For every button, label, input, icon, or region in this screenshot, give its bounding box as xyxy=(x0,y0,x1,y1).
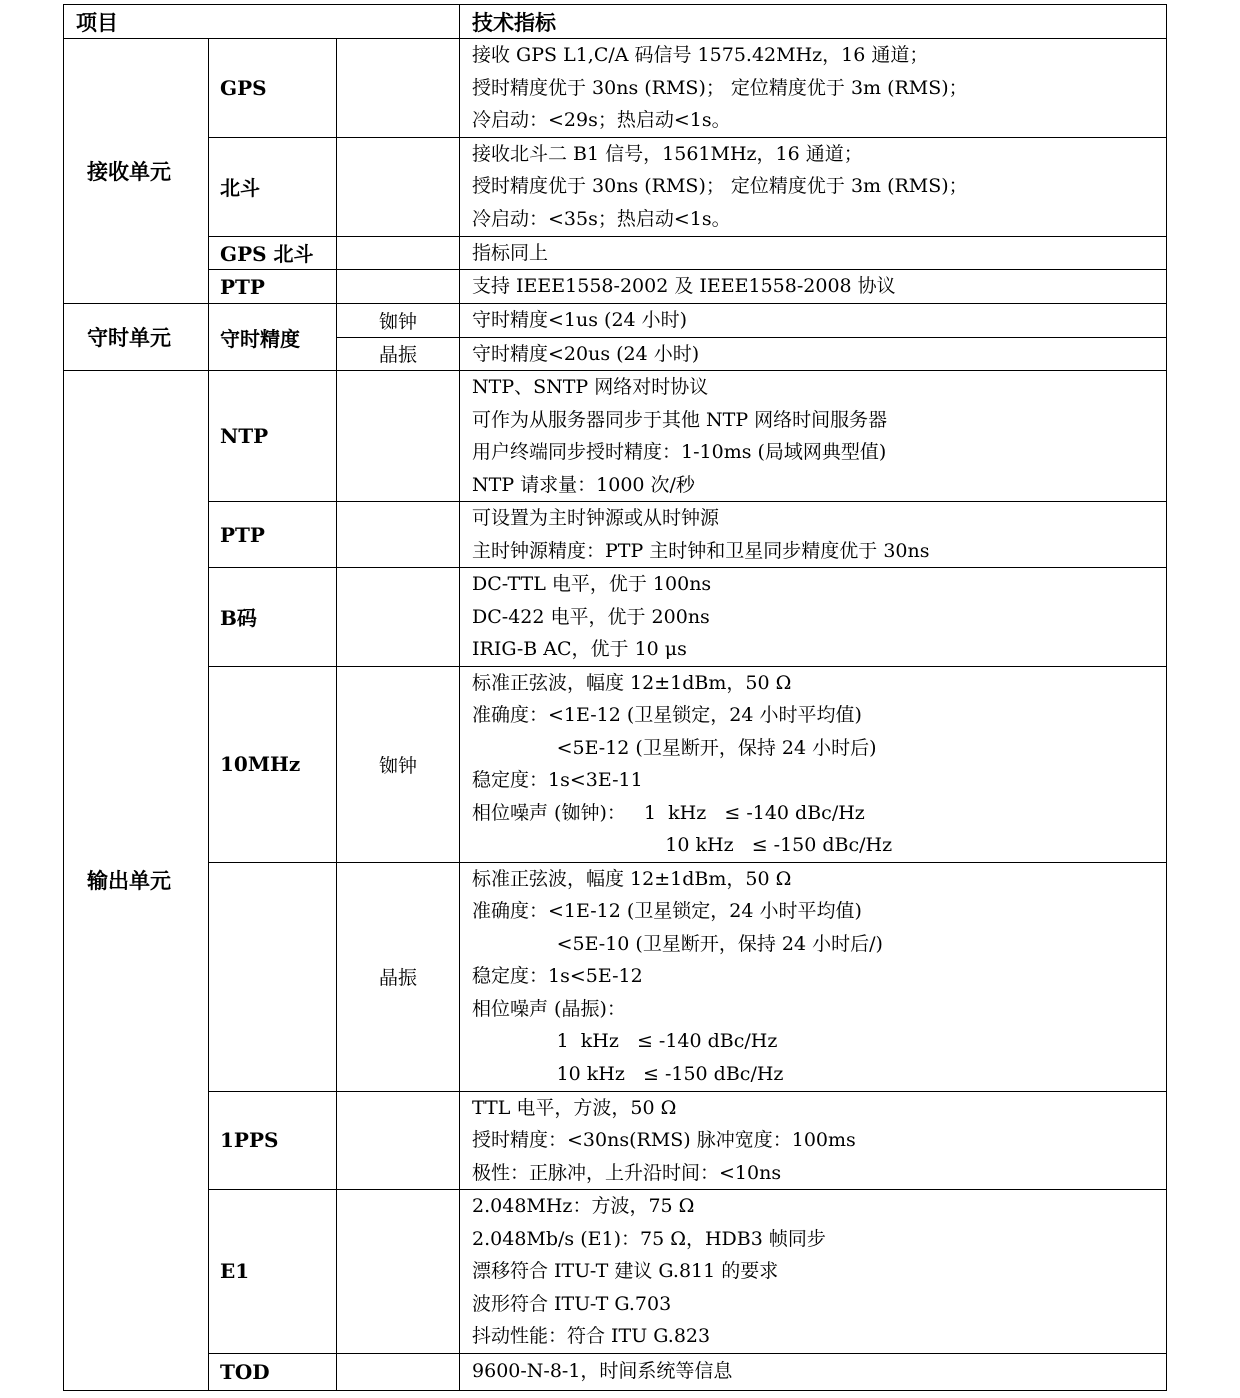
spec-line: <5E-10 (卫星断开，保持 24 小时后/) xyxy=(472,932,883,955)
sub-empty xyxy=(337,371,460,502)
spec-line: NTP、SNTP 网络对时协议 xyxy=(472,376,709,398)
item-output-ptp: PTP xyxy=(209,502,337,568)
spec-line: 稳定度：1s<3E-11 xyxy=(472,769,643,791)
specs-ntp xyxy=(460,371,1167,502)
sub-empty xyxy=(337,1353,460,1390)
spec-line: 接收 GPS L1,C/A 码信号 1575.42MHz，16 通道； xyxy=(472,44,929,66)
specs-gps-beidou xyxy=(460,236,1167,270)
spec-line: 标准正弦波，幅度 12±1dBm，50 Ω xyxy=(472,867,792,890)
item-bcode: B码 xyxy=(209,568,337,667)
specs-tod xyxy=(460,1353,1167,1390)
item-beidou: 北斗 xyxy=(209,137,337,236)
table-row xyxy=(64,236,1167,270)
spec-line: 准确度：<1E-12 (卫星锁定，24 小时平均值) xyxy=(472,900,862,923)
sub-crystal: 晶振 xyxy=(337,337,460,371)
table-row xyxy=(64,568,1167,667)
item-1pps: 1PPS xyxy=(209,1091,337,1190)
group-hold: 守时单元 xyxy=(64,304,209,371)
spec-line: 守时精度<20us (24 小时) xyxy=(472,342,700,365)
spec-line: 9600-N-8-1，时间系统等信息 xyxy=(472,1360,733,1383)
spec-line: 主时钟源精度：PTP 主时钟和卫星同步精度优于 30ns xyxy=(472,539,930,562)
sub-empty xyxy=(337,1091,460,1190)
specs-output-ptp xyxy=(460,502,1167,568)
spec-line: DC-TTL 电平，优于 100ns xyxy=(472,573,712,595)
spec-line: 冷启动：<35s；热启动<1s。 xyxy=(472,207,731,230)
specs-10mhz-rubidium xyxy=(460,666,1167,862)
spec-line: <5E-12 (卫星断开，保持 24 小时后) xyxy=(472,736,877,759)
table-row xyxy=(64,371,1167,502)
item-empty xyxy=(209,862,337,1091)
item-10mhz: 10MHz xyxy=(209,666,337,862)
table-row xyxy=(64,304,1167,338)
specs-beidou xyxy=(460,137,1167,236)
spec-line: 可作为从服务器同步于其他 NTP 网络时间服务器 xyxy=(472,408,888,431)
item-hold-accuracy: 守时精度 xyxy=(209,304,337,371)
spec-line: 波形符合 ITU-T G.703 xyxy=(472,1292,672,1315)
spec-line: 授时精度：<30ns(RMS) 脉冲宽度：100ms xyxy=(472,1129,856,1151)
specs-1pps xyxy=(460,1091,1167,1190)
spec-line: TTL 电平，方波，50 Ω xyxy=(472,1096,677,1119)
sub-empty xyxy=(337,137,460,236)
table-header-row xyxy=(64,5,1167,39)
spec-line: DC-422 电平，优于 200ns xyxy=(472,605,710,628)
sub-crystal: 晶振 xyxy=(337,862,460,1091)
header-spec: 技术指标 xyxy=(460,5,1167,39)
spec-line: 1 kHz ≤ -140 dBc/Hz xyxy=(472,1030,778,1053)
specs-bcode xyxy=(460,568,1167,667)
sub-rubidium: 铷钟 xyxy=(337,304,460,338)
item-ntp: NTP xyxy=(209,371,337,502)
spec-line: 支持 IEEE1558-2002 及 IEEE1558-2008 协议 xyxy=(472,275,896,298)
table-row xyxy=(64,1190,1167,1354)
spec-line: 10 kHz ≤ -150 dBc/Hz xyxy=(472,834,893,856)
specs-hold-crystal xyxy=(460,337,1167,371)
spec-line: 守时精度<1us (24 小时) xyxy=(472,309,688,331)
sub-rubidium: 铷钟 xyxy=(337,666,460,862)
spec-line: 2.048MHz：方波，75 Ω xyxy=(472,1195,695,1217)
table-row xyxy=(64,1091,1167,1190)
spec-line: NTP 请求量：1000 次/秒 xyxy=(472,473,695,496)
specs-e1 xyxy=(460,1190,1167,1354)
spec-line: 指标同上 xyxy=(472,241,549,264)
item-receive-ptp: PTP xyxy=(209,270,337,304)
header-item: 项目 xyxy=(64,5,460,39)
spec-line: 稳定度：1s<5E-12 xyxy=(472,965,643,988)
table-row xyxy=(64,137,1167,236)
table-row xyxy=(64,666,1167,862)
spec-line: 2.048Mb/s (E1)：75 Ω，HDB3 帧同步 xyxy=(472,1227,826,1250)
spec-line: 抖动性能：符合 ITU G.823 xyxy=(472,1325,711,1347)
table-row xyxy=(64,270,1167,304)
sub-empty xyxy=(337,502,460,568)
item-gps-beidou: GPS 北斗 xyxy=(209,236,337,270)
spec-line: 冷启动：<29s；热启动<1s。 xyxy=(472,109,731,131)
specs-10mhz-crystal xyxy=(460,862,1167,1091)
table-row xyxy=(64,862,1167,1091)
specs-gps xyxy=(460,39,1167,138)
sub-empty xyxy=(337,39,460,138)
spec-line: 极性：正脉冲，上升沿时间：<10ns xyxy=(472,1161,782,1184)
spec-line: 准确度：<1E-12 (卫星锁定，24 小时平均值) xyxy=(472,704,862,726)
table-row xyxy=(64,39,1167,138)
sub-empty xyxy=(337,568,460,667)
spec-line: IRIG-B AC，优于 10 μs xyxy=(472,638,687,660)
spec-line: 相位噪声 (铷钟)： 1 kHz ≤ -140 dBc/Hz xyxy=(472,801,865,824)
spec-line: 可设置为主时钟源或从时钟源 xyxy=(472,507,720,529)
spec-line: 标准正弦波，幅度 12±1dBm，50 Ω xyxy=(472,671,792,694)
spec-line: 相位噪声 (晶振)： xyxy=(472,997,626,1020)
item-gps: GPS xyxy=(209,39,337,138)
group-output: 输出单元 xyxy=(64,371,209,1391)
table-row xyxy=(64,1353,1167,1390)
group-receive: 接收单元 xyxy=(64,39,209,304)
sub-empty xyxy=(337,236,460,270)
spec-line: 接收北斗二 B1 信号，1561MHz，16 通道； xyxy=(472,142,863,165)
item-e1: E1 xyxy=(209,1190,337,1354)
specs-receive-ptp xyxy=(460,270,1167,304)
specs-hold-rubidium xyxy=(460,304,1167,338)
spec-line: 漂移符合 ITU-T 建议 G.811 的要求 xyxy=(472,1260,779,1282)
table-row xyxy=(64,502,1167,568)
sub-empty xyxy=(337,1190,460,1354)
spec-line: 10 kHz ≤ -150 dBc/Hz xyxy=(472,1062,784,1085)
item-tod: TOD xyxy=(209,1353,337,1390)
sub-empty xyxy=(337,270,460,304)
spec-line: 授时精度优于 30ns (RMS)； 定位精度优于 3m (RMS)； xyxy=(472,76,968,99)
spec-table xyxy=(63,4,1167,1391)
spec-line: 用户终端同步授时精度：1-10ms (局域网典型值) xyxy=(472,441,887,463)
spec-line: 授时精度优于 30ns (RMS)； 定位精度优于 3m (RMS)； xyxy=(472,175,968,198)
